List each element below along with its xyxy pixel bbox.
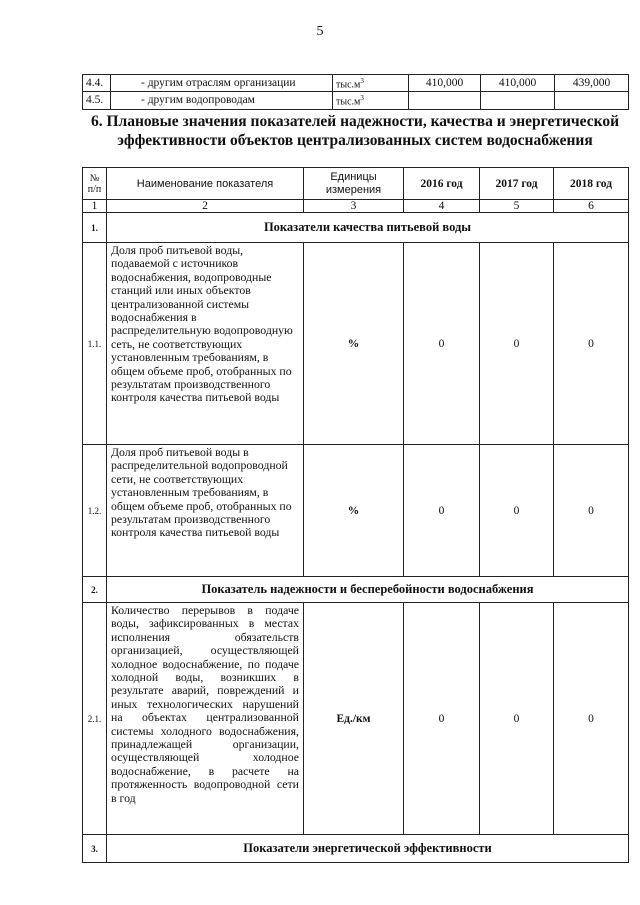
value-2017 [481,92,555,109]
previous-table-continuation [82,74,629,110]
unit-superscript: 3 [360,94,364,103]
header-unit: Единицы измерения [304,168,404,200]
page-number: 5 [316,24,324,39]
column-number: 6 [554,200,629,213]
table-row [83,243,629,445]
unit-cell: % [304,445,404,577]
indicator-name: - другим отраслям организации [111,75,333,92]
column-number: 3 [304,200,404,213]
unit-cell: % [304,243,404,445]
unit-text: тыс.м [336,96,361,108]
table-header-row [83,168,629,200]
table-row [83,75,629,92]
header-2016: 2016 год [404,168,480,200]
row-number: 1.2. [83,445,107,577]
value-2018: 0 [554,603,629,835]
value-2018: 0 [554,243,629,445]
section-number: 3. [83,835,107,863]
row-number: 4.5. [83,92,111,109]
unit-cell [333,92,409,109]
unit-superscript: 3 [360,77,364,85]
value-2016: 0 [404,445,480,577]
section-number: 2. [83,577,107,603]
value-2016: 0 [404,603,480,835]
column-number: 2 [107,200,304,213]
value-2017: 410,000 [481,75,555,92]
section-number: 1. [83,213,107,243]
value-2017: 0 [480,603,554,835]
table-row [83,92,629,109]
indicator-name: Доля проб питьевой воды, подаваемой с источников водоснабжения, водопроводные станций или иных объектов централизованной системы водоснабжения в распределительную водопроводную сеть, не соответствующих установленным требованиям, в общем объеме проб, отобранных по результатам производственного контроля качества питьевой воды [107,243,304,445]
header-2018: 2018 год [554,168,629,200]
value-2017: 0 [480,243,554,445]
column-number: 5 [480,200,554,213]
section-row [83,835,629,863]
value-2018: 0 [554,445,629,577]
section-title: Показатели качества питьевой воды [107,213,629,243]
section-row [83,213,629,243]
unit-text: тыс.м [336,79,361,91]
value-2016: 410,000 [409,75,481,92]
section-title: Показатель надежности и бесперебойности водоснабжения [107,577,629,603]
indicator-name: - другим водопроводам [111,92,333,109]
header-number: № п/п [83,168,107,200]
value-2018: 439,000 [555,75,629,92]
section-title: Показатели энергетической эффективности [107,835,629,863]
section-heading: 6. Плановые значения показателей надежности, качества и энергетической эффективности объектов централизованных систем водоснабжения [90,113,620,149]
column-number: 1 [83,200,107,213]
unit-cell: Ед./км [304,603,404,835]
table-row [83,445,629,577]
section-row [83,577,629,603]
value-2016: 0 [404,243,480,445]
value-2018 [555,92,629,109]
unit-cell [333,75,409,92]
indicators-table [82,167,629,863]
indicator-name: Доля проб питьевой воды в распределительной водопроводной сети, не соответствующих установленным требованиям, в общем объеме проб, отобранных по результатам производственного контроля качества питьевой воды [107,445,304,577]
table-row [83,603,629,835]
column-number-row [83,200,629,213]
row-number: 2.1. [83,603,107,835]
column-number: 4 [404,200,480,213]
row-number: 4.4. [83,75,111,92]
header-2017: 2017 год [480,168,554,200]
header-name: Наименование показателя [107,168,304,200]
indicator-name: Количество перерывов в подаче воды, зафиксированных в местах исполнения обязательств организацией, осуществляющей холодное водоснабжение, по подаче холодной воды, возникших в результате аварий, повреждений и иных технологических нарушений на объектах централизованной системы холодного водоснабжения, принадлежащей организации, осуществляющей холодное водоснабжение, в расчете на протяженность водопроводной сети в год [107,603,304,835]
value-2016 [409,92,481,109]
row-number: 1.1. [83,243,107,445]
value-2017: 0 [480,445,554,577]
